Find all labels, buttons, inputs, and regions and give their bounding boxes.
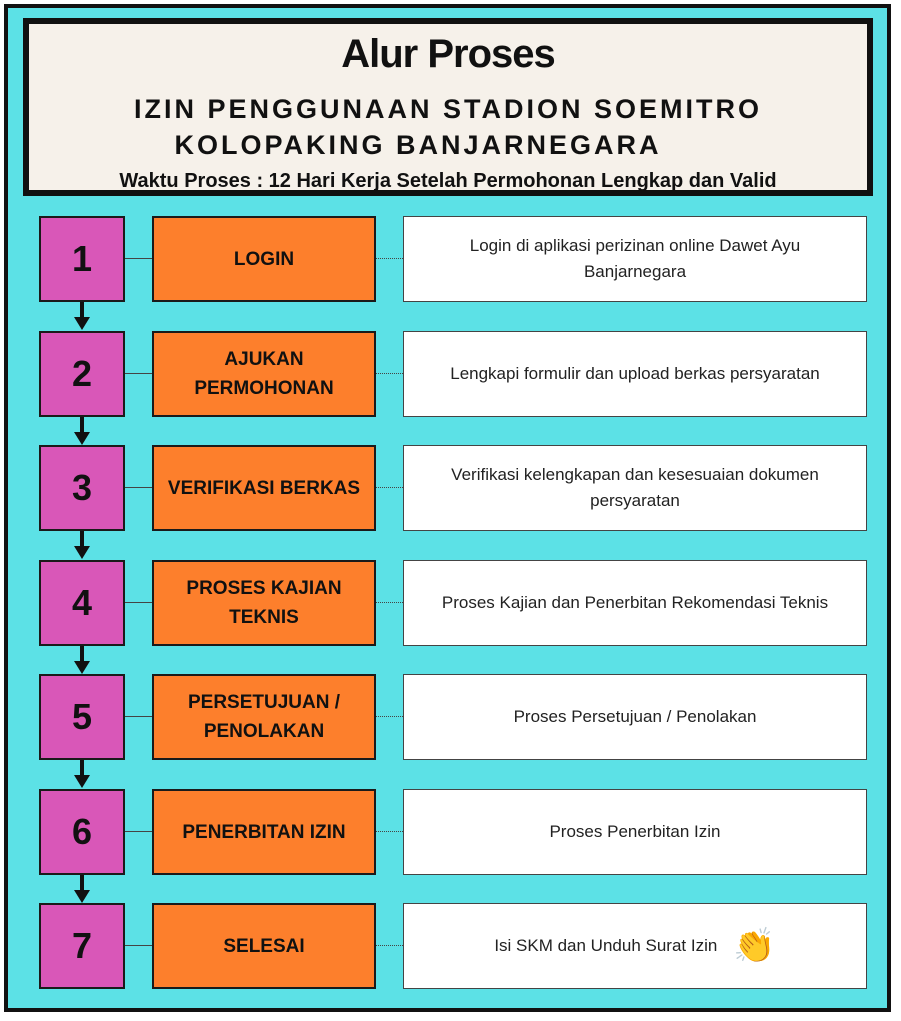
step-description [403,674,867,760]
step-description-text: Isi SKM dan Unduh Surat Izin [494,936,718,955]
subtitle-line-1: IZIN PENGGUNAAN STADION SOEMITRO [133,94,762,124]
step-label: VERIFIKASI BERKAS [152,445,376,531]
connector-line [125,373,152,374]
step-number: 4 [39,560,125,646]
down-arrow-icon [74,760,90,789]
connector-line [125,831,152,832]
connector-line [125,487,152,488]
header-panel [23,18,873,196]
step-description [403,331,867,417]
step-number: 2 [39,331,125,417]
step-label: PENERBITAN IZIN [152,789,376,875]
step-row [8,789,887,875]
connector-line [125,258,152,259]
step-label: LOGIN [152,216,376,302]
step-description [403,560,867,646]
step-label: SELESAI [152,903,376,989]
connector-line [125,945,152,946]
connector-line [125,602,152,603]
step-description-text: Login di aplikasi perizinan online Dawet Ayu Banjarnegara [469,236,801,281]
step-description [403,445,867,531]
step-row [8,560,887,646]
connector-dotted-line [376,373,403,374]
step-row [8,216,887,302]
step-number: 5 [39,674,125,760]
clapping-hands-icon: 👏 [733,927,776,965]
connector-dotted-line [376,831,403,832]
step-description [403,789,867,875]
page-title: Alur Proses [341,32,555,76]
connector-dotted-line [376,602,403,603]
step-row [8,674,887,760]
subtitle-line-2: KOLOPAKING BANJARNEGARA [174,130,662,160]
step-description [403,903,867,989]
connector-dotted-line [376,487,403,488]
step-description-text: Lengkapi formulir dan upload berkas persyaratan [450,364,820,383]
down-arrow-icon [74,417,90,446]
step-label: AJUKAN PERMOHONAN [152,331,376,417]
step-description-text: Proses Kajian dan Penerbitan Rekomendasi Teknis [441,593,829,612]
down-arrow-icon [74,875,90,904]
step-number: 1 [39,216,125,302]
down-arrow-icon [74,646,90,675]
step-description-text: Verifikasi kelengkapan dan kesesuaian dokumen persyaratan [451,465,819,510]
step-number: 3 [39,445,125,531]
processing-time: Waktu Proses : 12 Hari Kerja Setelah Permohonan Lengkap dan Valid [119,170,777,192]
connector-line [125,716,152,717]
connector-dotted-line [376,258,403,259]
connector-dotted-line [376,716,403,717]
step-description-text: Proses Penerbitan Izin [549,822,721,841]
step-row [8,445,887,531]
down-arrow-icon [74,302,90,331]
connector-dotted-line [376,945,403,946]
step-number: 6 [39,789,125,875]
step-label: PERSETUJUAN / PENOLAKAN [152,674,376,760]
step-description-text: Proses Persetujuan / Penolakan [513,707,757,726]
down-arrow-icon [74,531,90,560]
step-description [403,216,867,302]
step-row [8,331,887,417]
step-row [8,903,887,989]
flow-frame [4,4,891,1012]
step-number: 7 [39,903,125,989]
step-label: PROSES KAJIAN TEKNIS [152,560,376,646]
